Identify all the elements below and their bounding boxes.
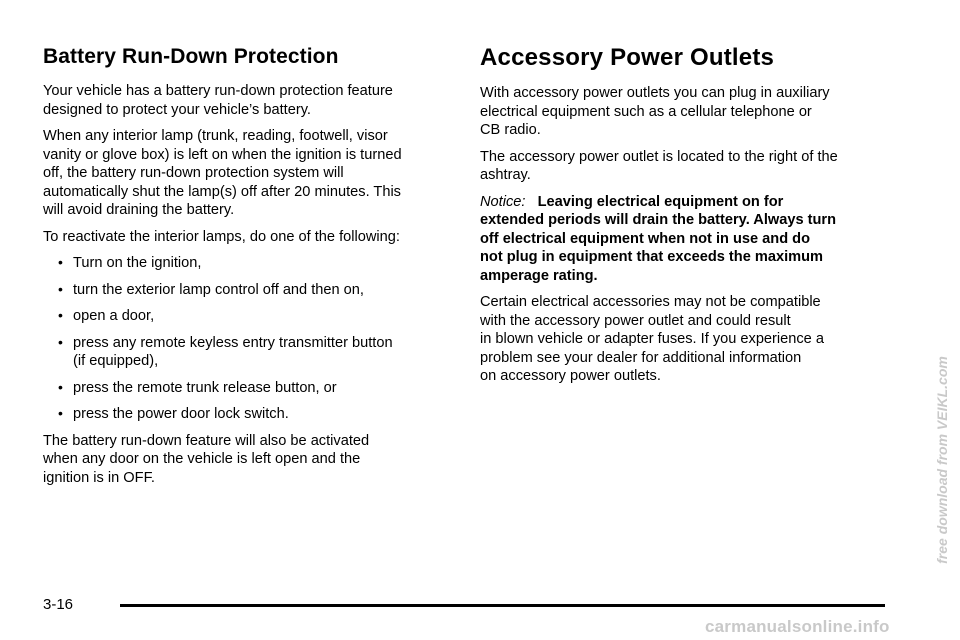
right-body: [480, 84, 838, 394]
notice-paragraph: Notice: Leaving electrical equipment on for extended periods will drain the battery. Always turn off electrical equipment when not in use and do not plug in equipment that exceeds the maximum amperage rating.: [480, 193, 836, 284]
outlet-location-paragraph: The accessory power outlet is located to the right of the ashtray.: [480, 148, 838, 183]
accessory-heading: Accessory Power Outlets: [480, 44, 775, 71]
bullet-icon: •: [58, 333, 63, 350]
bullet-icon: •: [58, 405, 63, 421]
list-item: • open a door,: [58, 307, 155, 324]
battery-lamp-paragraph: When any interior lamp (trunk, reading, footwell, visor vanity or glove box) is left on when the ignition is turned off, the battery run-down protection system will automatically shut the lamp(s) off after 20 minutes. This will avoid draining the battery.: [43, 128, 402, 218]
side-watermark: [927, 330, 957, 590]
side-watermark-text: free download from VEIKL.com: [934, 356, 950, 564]
list-item: • turn the exterior lamp control off and then on,: [58, 280, 364, 298]
bullet-icon: •: [58, 307, 63, 323]
door-open-paragraph: The battery run-down feature will also be activated when any door on the vehicle is left open and the ignition is in OFF.: [43, 432, 370, 486]
reactivate-list: [43, 254, 402, 424]
accessory-intro-paragraph: With accessory power outlets you can plug in auxiliary electrical equipment such as a cellular telephone or CB radio.: [480, 85, 830, 138]
bottom-watermark: carmanualsonline.info: [705, 617, 890, 636]
battery-intro-paragraph: Your vehicle has a battery run-down protection feature designed to protect your vehicle’s battery.: [43, 83, 393, 118]
compatibility-paragraph: Certain electrical accessories may not be compatible with the accessory power outlet and could result in blown vehicle or adapter fuses. If you experience a problem see your dealer for additional information on accessory power outlets.: [480, 294, 824, 384]
list-item: • press the power door lock switch.: [58, 405, 289, 422]
bullet-icon: •: [58, 254, 63, 270]
bullet-icon: •: [58, 378, 63, 395]
list-item: • press the remote trunk release button, or: [58, 378, 337, 396]
bullet-icon: •: [58, 280, 63, 297]
notice-label: Notice:: [480, 193, 526, 210]
page-number: 3-16: [43, 596, 74, 613]
left-body: [43, 82, 402, 495]
list-item: • press any remote keyless entry transmitter button (if equipped),: [58, 333, 393, 369]
footer-divider: [120, 604, 885, 607]
list-item: • Turn on the ignition,: [58, 254, 202, 271]
reactivate-paragraph: To reactivate the interior lamps, do one of the following:: [43, 228, 400, 245]
battery-heading: Battery Run-Down Protection: [43, 45, 339, 68]
